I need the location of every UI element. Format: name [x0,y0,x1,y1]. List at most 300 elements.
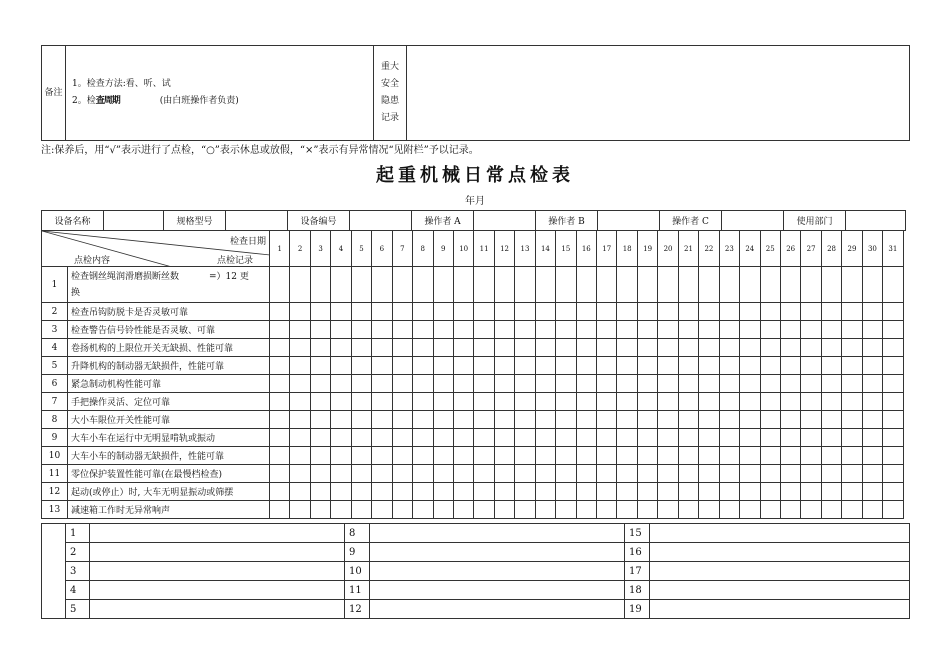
check-cell[interactable] [883,465,903,483]
check-cell[interactable] [351,429,371,447]
record-field[interactable] [650,600,910,619]
check-cell[interactable] [699,339,719,357]
check-cell[interactable] [821,357,841,375]
check-cell[interactable] [372,339,392,357]
check-cell[interactable] [842,339,862,357]
check-cell[interactable] [883,483,903,501]
check-cell[interactable] [474,447,494,465]
record-field[interactable] [370,562,625,581]
check-cell[interactable] [331,357,351,375]
check-cell[interactable] [474,483,494,501]
check-cell[interactable] [740,267,760,303]
check-cell[interactable] [637,501,657,519]
operator-a-field[interactable] [474,211,536,231]
check-cell[interactable] [351,357,371,375]
check-cell[interactable] [331,447,351,465]
check-cell[interactable] [290,411,310,429]
check-cell[interactable] [556,483,576,501]
check-cell[interactable] [699,501,719,519]
check-cell[interactable] [331,411,351,429]
check-cell[interactable] [535,321,555,339]
check-cell[interactable] [453,375,473,393]
check-cell[interactable] [310,393,330,411]
check-cell[interactable] [842,375,862,393]
check-cell[interactable] [597,501,617,519]
check-cell[interactable] [617,501,637,519]
check-cell[interactable] [637,357,657,375]
check-cell[interactable] [597,321,617,339]
check-cell[interactable] [556,357,576,375]
check-cell[interactable] [310,501,330,519]
check-cell[interactable] [453,357,473,375]
check-cell[interactable] [474,321,494,339]
check-cell[interactable] [740,501,760,519]
check-cell[interactable] [862,483,882,501]
check-cell[interactable] [556,267,576,303]
check-cell[interactable] [556,411,576,429]
record-field[interactable] [90,524,345,543]
check-cell[interactable] [780,375,800,393]
check-cell[interactable] [719,411,739,429]
check-cell[interactable] [413,357,433,375]
check-cell[interactable] [597,447,617,465]
check-cell[interactable] [331,339,351,357]
check-cell[interactable] [270,501,290,519]
equipment-no-field[interactable] [350,211,412,231]
check-cell[interactable] [719,321,739,339]
check-cell[interactable] [494,411,514,429]
check-cell[interactable] [719,483,739,501]
check-cell[interactable] [760,357,780,375]
record-field[interactable] [90,562,345,581]
check-cell[interactable] [719,357,739,375]
check-cell[interactable] [637,483,657,501]
check-cell[interactable] [883,375,903,393]
check-cell[interactable] [392,357,412,375]
check-cell[interactable] [331,429,351,447]
check-cell[interactable] [862,447,882,465]
check-cell[interactable] [719,501,739,519]
check-cell[interactable] [658,501,678,519]
check-cell[interactable] [801,393,821,411]
check-cell[interactable] [351,393,371,411]
check-cell[interactable] [290,339,310,357]
check-cell[interactable] [658,357,678,375]
check-cell[interactable] [453,303,473,321]
check-cell[interactable] [433,375,453,393]
check-cell[interactable] [760,339,780,357]
check-cell[interactable] [515,375,535,393]
check-cell[interactable] [392,375,412,393]
check-cell[interactable] [597,465,617,483]
check-cell[interactable] [515,447,535,465]
check-cell[interactable] [883,501,903,519]
check-cell[interactable] [494,375,514,393]
check-cell[interactable] [372,501,392,519]
check-cell[interactable] [392,339,412,357]
check-cell[interactable] [270,465,290,483]
check-cell[interactable] [413,339,433,357]
check-cell[interactable] [842,393,862,411]
check-cell[interactable] [678,429,698,447]
check-cell[interactable] [270,411,290,429]
check-cell[interactable] [535,339,555,357]
check-cell[interactable] [740,357,760,375]
check-cell[interactable] [740,483,760,501]
check-cell[interactable] [372,483,392,501]
check-cell[interactable] [842,321,862,339]
check-cell[interactable] [637,303,657,321]
check-cell[interactable] [740,339,760,357]
check-cell[interactable] [576,411,596,429]
check-cell[interactable] [780,447,800,465]
check-cell[interactable] [372,429,392,447]
check-cell[interactable] [372,321,392,339]
check-cell[interactable] [372,465,392,483]
check-cell[interactable] [556,303,576,321]
check-cell[interactable] [760,483,780,501]
check-cell[interactable] [821,411,841,429]
record-field[interactable] [90,600,345,619]
check-cell[interactable] [351,321,371,339]
check-cell[interactable] [740,411,760,429]
check-cell[interactable] [821,339,841,357]
check-cell[interactable] [351,447,371,465]
check-cell[interactable] [413,465,433,483]
check-cell[interactable] [331,375,351,393]
check-cell[interactable] [270,429,290,447]
check-cell[interactable] [290,483,310,501]
check-cell[interactable] [310,303,330,321]
check-cell[interactable] [637,339,657,357]
check-cell[interactable] [801,411,821,429]
check-cell[interactable] [760,375,780,393]
check-cell[interactable] [678,393,698,411]
check-cell[interactable] [617,357,637,375]
check-cell[interactable] [576,357,596,375]
check-cell[interactable] [740,429,760,447]
check-cell[interactable] [576,501,596,519]
check-cell[interactable] [290,303,310,321]
check-cell[interactable] [617,339,637,357]
check-cell[interactable] [637,429,657,447]
check-cell[interactable] [413,321,433,339]
check-cell[interactable] [535,483,555,501]
check-cell[interactable] [576,465,596,483]
check-cell[interactable] [392,501,412,519]
check-cell[interactable] [270,267,290,303]
check-cell[interactable] [719,267,739,303]
check-cell[interactable] [392,303,412,321]
check-cell[interactable] [535,411,555,429]
check-cell[interactable] [351,339,371,357]
record-field[interactable] [650,543,910,562]
check-cell[interactable] [372,267,392,303]
department-field[interactable] [846,211,906,231]
check-cell[interactable] [433,267,453,303]
check-cell[interactable] [780,303,800,321]
check-cell[interactable] [474,393,494,411]
check-cell[interactable] [842,303,862,321]
check-cell[interactable] [883,393,903,411]
check-cell[interactable] [331,465,351,483]
check-cell[interactable] [270,483,290,501]
check-cell[interactable] [862,267,882,303]
check-cell[interactable] [433,321,453,339]
check-cell[interactable] [535,267,555,303]
record-field[interactable] [650,524,910,543]
check-cell[interactable] [556,393,576,411]
check-cell[interactable] [494,393,514,411]
check-cell[interactable] [842,357,862,375]
check-cell[interactable] [270,393,290,411]
check-cell[interactable] [842,267,862,303]
check-cell[interactable] [310,483,330,501]
check-cell[interactable] [678,321,698,339]
check-cell[interactable] [556,447,576,465]
check-cell[interactable] [494,303,514,321]
check-cell[interactable] [699,321,719,339]
check-cell[interactable] [290,267,310,303]
check-cell[interactable] [760,501,780,519]
check-cell[interactable] [658,321,678,339]
check-cell[interactable] [597,339,617,357]
check-cell[interactable] [699,393,719,411]
check-cell[interactable] [535,429,555,447]
check-cell[interactable] [413,429,433,447]
check-cell[interactable] [678,465,698,483]
record-field[interactable] [650,581,910,600]
record-field[interactable] [370,543,625,562]
check-cell[interactable] [413,501,433,519]
check-cell[interactable] [310,339,330,357]
equipment-name-field[interactable] [104,211,164,231]
check-cell[interactable] [760,321,780,339]
check-cell[interactable] [576,447,596,465]
check-cell[interactable] [515,303,535,321]
check-cell[interactable] [453,465,473,483]
check-cell[interactable] [331,303,351,321]
check-cell[interactable] [270,357,290,375]
check-cell[interactable] [658,411,678,429]
check-cell[interactable] [883,303,903,321]
check-cell[interactable] [780,357,800,375]
check-cell[interactable] [780,465,800,483]
check-cell[interactable] [780,483,800,501]
check-cell[interactable] [351,303,371,321]
check-cell[interactable] [494,357,514,375]
check-cell[interactable] [842,483,862,501]
check-cell[interactable] [413,447,433,465]
check-cell[interactable] [821,393,841,411]
check-cell[interactable] [351,267,371,303]
check-cell[interactable] [310,357,330,375]
check-cell[interactable] [494,501,514,519]
check-cell[interactable] [515,483,535,501]
check-cell[interactable] [576,375,596,393]
check-cell[interactable] [617,375,637,393]
check-cell[interactable] [494,267,514,303]
check-cell[interactable] [535,303,555,321]
check-cell[interactable] [290,321,310,339]
check-cell[interactable] [780,411,800,429]
check-cell[interactable] [433,303,453,321]
check-cell[interactable] [576,339,596,357]
check-cell[interactable] [637,267,657,303]
check-cell[interactable] [576,321,596,339]
check-cell[interactable] [494,483,514,501]
check-cell[interactable] [801,339,821,357]
check-cell[interactable] [780,267,800,303]
check-cell[interactable] [290,465,310,483]
check-cell[interactable] [678,411,698,429]
check-cell[interactable] [699,411,719,429]
check-cell[interactable] [453,501,473,519]
check-cell[interactable] [801,447,821,465]
check-cell[interactable] [719,339,739,357]
check-cell[interactable] [474,267,494,303]
check-cell[interactable] [658,447,678,465]
check-cell[interactable] [515,339,535,357]
check-cell[interactable] [413,411,433,429]
check-cell[interactable] [453,411,473,429]
check-cell[interactable] [433,339,453,357]
check-cell[interactable] [310,321,330,339]
check-cell[interactable] [658,303,678,321]
check-cell[interactable] [433,357,453,375]
check-cell[interactable] [453,339,473,357]
check-cell[interactable] [740,447,760,465]
check-cell[interactable] [637,465,657,483]
check-cell[interactable] [535,501,555,519]
operator-b-field[interactable] [598,211,660,231]
check-cell[interactable] [556,465,576,483]
check-cell[interactable] [740,465,760,483]
check-cell[interactable] [699,267,719,303]
check-cell[interactable] [474,303,494,321]
check-cell[interactable] [617,321,637,339]
check-cell[interactable] [719,375,739,393]
record-field[interactable] [90,581,345,600]
check-cell[interactable] [290,501,310,519]
check-cell[interactable] [862,465,882,483]
check-cell[interactable] [576,267,596,303]
check-cell[interactable] [597,303,617,321]
check-cell[interactable] [331,501,351,519]
check-cell[interactable] [637,447,657,465]
check-cell[interactable] [453,267,473,303]
check-cell[interactable] [760,411,780,429]
check-cell[interactable] [351,483,371,501]
check-cell[interactable] [392,429,412,447]
check-cell[interactable] [821,465,841,483]
check-cell[interactable] [290,429,310,447]
check-cell[interactable] [658,393,678,411]
check-cell[interactable] [658,375,678,393]
check-cell[interactable] [331,321,351,339]
check-cell[interactable] [433,411,453,429]
check-cell[interactable] [372,447,392,465]
check-cell[interactable] [290,447,310,465]
check-cell[interactable] [494,339,514,357]
check-cell[interactable] [883,357,903,375]
check-cell[interactable] [597,483,617,501]
check-cell[interactable] [699,483,719,501]
check-cell[interactable] [310,267,330,303]
check-cell[interactable] [780,501,800,519]
check-cell[interactable] [678,447,698,465]
check-cell[interactable] [842,465,862,483]
check-cell[interactable] [433,483,453,501]
check-cell[interactable] [556,321,576,339]
check-cell[interactable] [372,375,392,393]
check-cell[interactable] [453,429,473,447]
check-cell[interactable] [842,447,862,465]
check-cell[interactable] [862,501,882,519]
check-cell[interactable] [290,357,310,375]
check-cell[interactable] [801,267,821,303]
check-cell[interactable] [331,483,351,501]
check-cell[interactable] [760,267,780,303]
check-cell[interactable] [658,267,678,303]
check-cell[interactable] [801,321,821,339]
check-cell[interactable] [760,393,780,411]
check-cell[interactable] [351,411,371,429]
check-cell[interactable] [658,339,678,357]
hazard-record-field[interactable] [407,46,910,141]
check-cell[interactable] [331,267,351,303]
check-cell[interactable] [760,447,780,465]
check-cell[interactable] [780,339,800,357]
check-cell[interactable] [310,447,330,465]
check-cell[interactable] [474,411,494,429]
check-cell[interactable] [351,465,371,483]
check-cell[interactable] [862,303,882,321]
check-cell[interactable] [617,303,637,321]
check-cell[interactable] [597,411,617,429]
check-cell[interactable] [535,357,555,375]
check-cell[interactable] [740,303,760,321]
check-cell[interactable] [801,429,821,447]
check-cell[interactable] [637,411,657,429]
check-cell[interactable] [372,357,392,375]
check-cell[interactable] [617,267,637,303]
check-cell[interactable] [678,267,698,303]
check-cell[interactable] [556,339,576,357]
check-cell[interactable] [474,375,494,393]
check-cell[interactable] [597,267,617,303]
check-cell[interactable] [883,411,903,429]
check-cell[interactable] [413,267,433,303]
check-cell[interactable] [780,393,800,411]
check-cell[interactable] [270,339,290,357]
check-cell[interactable] [351,501,371,519]
check-cell[interactable] [535,447,555,465]
check-cell[interactable] [801,303,821,321]
check-cell[interactable] [842,411,862,429]
check-cell[interactable] [474,465,494,483]
check-cell[interactable] [617,465,637,483]
check-cell[interactable] [862,357,882,375]
check-cell[interactable] [637,393,657,411]
check-cell[interactable] [719,303,739,321]
check-cell[interactable] [290,393,310,411]
check-cell[interactable] [270,447,290,465]
check-cell[interactable] [699,447,719,465]
check-cell[interactable] [453,321,473,339]
check-cell[interactable] [678,357,698,375]
check-cell[interactable] [862,339,882,357]
